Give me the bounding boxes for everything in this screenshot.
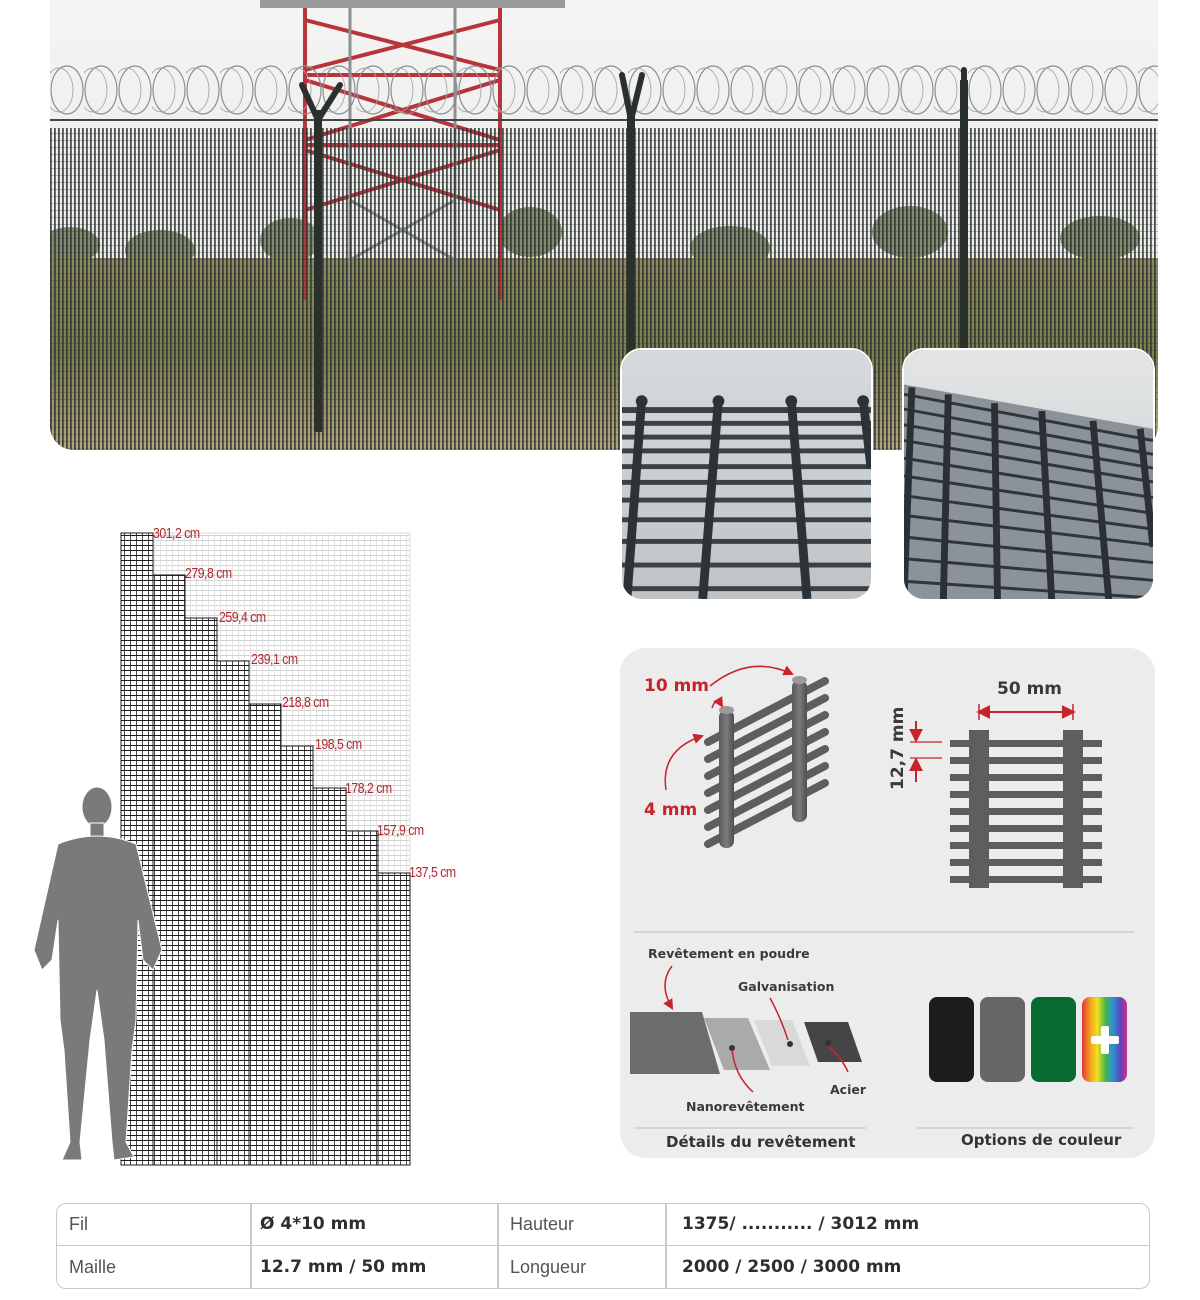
wire-thickness-10mm: 10 mm [644,676,710,696]
height-label-2: 279,8 cm [185,565,232,582]
steel-label: Acier [830,1082,867,1097]
color-swatch-custom [1082,997,1127,1082]
height-label-7: 178,2 cm [345,780,392,797]
mesh-height-label: 12,7 mm [888,706,908,790]
height-label-4: 239,1 cm [251,651,298,668]
spec-key-length: Longueur [510,1257,587,1277]
powder-coating-label: Revêtement en poudre [648,946,810,961]
fence-top-closeup-photo [620,348,873,601]
table-row [57,1204,1149,1246]
spec-key-mesh: Maille [69,1257,117,1277]
fence-panel-closeup-photo [902,348,1155,601]
coating-details-title: Détails du revêtement [666,1133,856,1151]
spec-key-height: Hauteur [510,1214,575,1234]
height-label-1: 301,2 cm [153,525,200,542]
colors-underline [917,1127,1134,1129]
height-label-8: 157,9 cm [377,822,424,839]
height-label-6: 198,5 cm [315,736,362,753]
nano-coating-label: Nanorevêtement [686,1099,805,1114]
height-label-3: 259,4 cm [219,609,266,626]
galvanization-label: Galvanisation [738,979,835,994]
plus-icon [1091,1026,1119,1054]
table-row [57,1247,1149,1289]
spec-key-wire: Fil [69,1214,88,1234]
spec-value-length: 2000 / 2500 / 3000 mm [682,1257,902,1277]
height-label-5: 218,8 cm [282,694,329,711]
spec-value-height: 1375/ ........... / 3012 mm [682,1214,920,1234]
spec-value-wire: Ø 4*10 mm [260,1214,367,1234]
technical-details-panel [620,648,1155,1158]
panel-divider [634,931,1134,933]
coating-underline [634,1127,866,1129]
color-swatch-grey [980,997,1025,1082]
height-label-9: 137,5 cm [409,864,456,881]
mesh-spacing-illustration [910,704,1102,888]
spec-value-mesh: 12.7 mm / 50 mm [260,1257,427,1277]
color-swatch-green [1031,997,1076,1082]
specifications-table [56,1203,1150,1289]
wire-thickness-4mm: 4 mm [644,800,698,820]
color-options-title: Options de couleur [961,1131,1122,1149]
mesh-width-label: 50 mm [997,679,1063,699]
height-options-diagram [40,520,520,1170]
color-swatch-black [929,997,974,1082]
